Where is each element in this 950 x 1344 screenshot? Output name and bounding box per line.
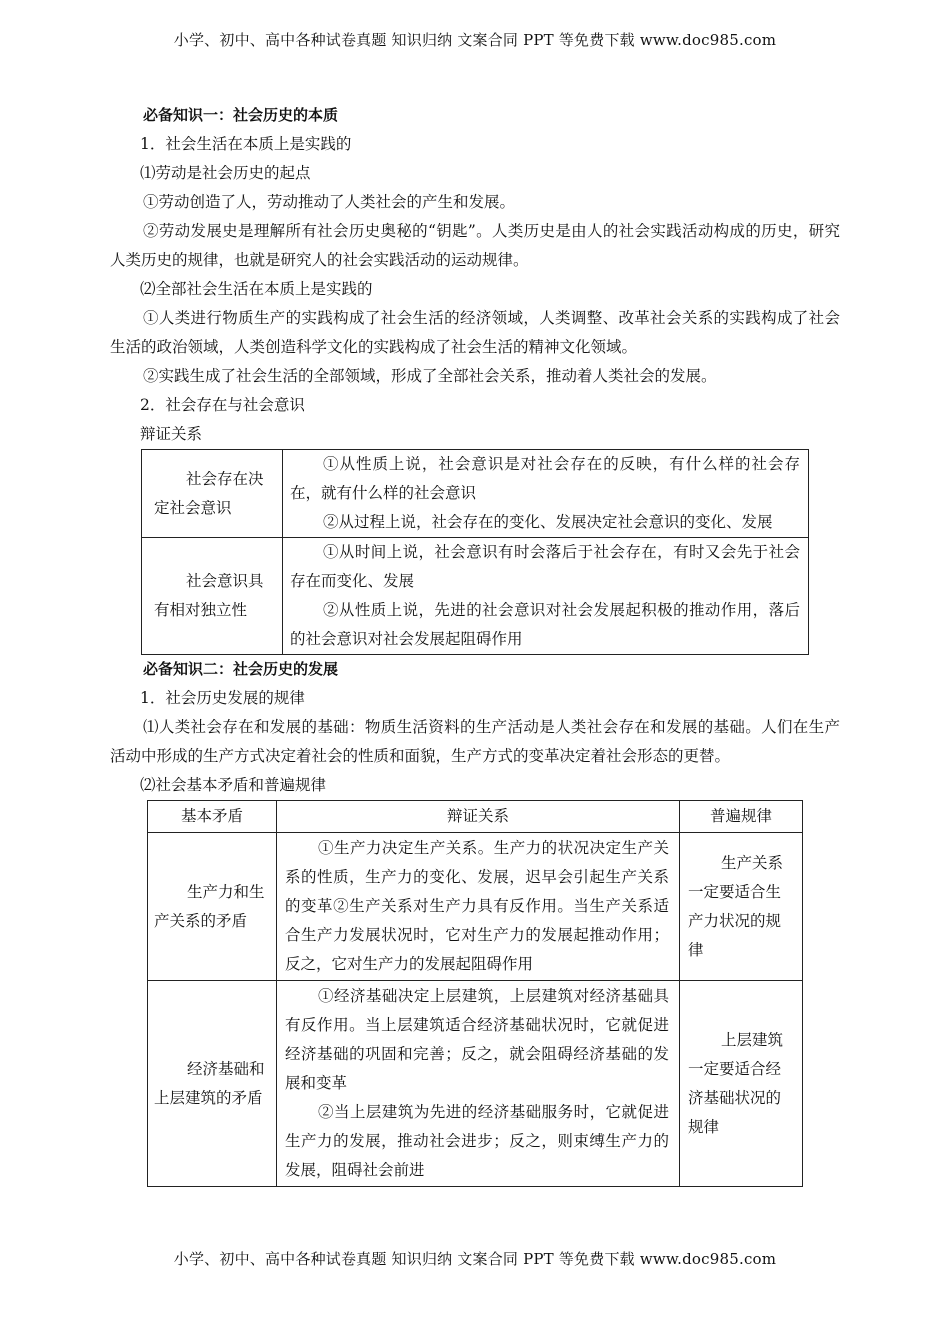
paragraph: ①人类进行物质生产的实践构成了社会生活的经济领域，人类调整、改革社会关系的实践构成了社会生活的政治领域，人类创造科学文化的实践构成了社会生活的精神文化领域。 [110,309,840,356]
subheading: 2．社会存在与社会意识 [140,396,305,414]
subheading: 辩证关系 [140,425,203,443]
table-value-cell: ①从时间上说，社会意识有时会落后于社会存在，有时又会先于社会存在而变化、发展 ②从性质上说，先进的社会意识对社会发展起积极的推动作用，落后的社会意识对社会发展起阻碍作用 [283,538,809,655]
paragraph: ⑴人类社会存在和发展的基础：物质生活资料的生产活动是人类社会存在和发展的基础。人们在生产活动中形成的生产方式决定着社会的性质和面貌，生产方式的变革决定着社会形态的更替。 [110,718,840,765]
subheading: 1．社会历史发展的规律 [140,689,305,707]
table-header-row [148,801,803,833]
document-body [110,101,840,1187]
table-key-cell: 社会存在决定社会意识 [142,450,283,538]
table-value-cell: ①生产力决定生产关系。生产力的状况决定生产关系的性质，生产力的变化、发展，迟早会引起生产关系的变革②生产关系对生产力具有反作用。当生产关系适合生产力发展状况时，它对生产力的发展起推动作用；反之，它对生产力的发展起阻碍作用 [277,833,680,981]
section-title-2: 必备知识二：社会历史的发展 [143,660,339,678]
basic-contradiction-table [147,800,803,1187]
subheading: ⑵社会基本矛盾和普遍规律 [140,776,327,794]
page-header: 小学、初中、高中各种试卷真题 知识归纳 文案合同 PPT 等免费下载 www.doc985.com [173,31,777,49]
table-law-cell: 上层建筑一定要适合经济基础状况的规律 [680,981,803,1187]
table-row [148,833,803,981]
page-footer: 小学、初中、高中各种试卷真题 知识归纳 文案合同 PPT 等免费下载 www.doc985.com [173,1250,777,1268]
paragraph: ②实践生成了社会生活的全部领域，形成了全部社会关系，推动着人类社会的发展。 [143,367,717,385]
table-value-cell: ①经济基础决定上层建筑，上层建筑对经济基础具有反作用。当上层建筑适合经济基础状况时，它就促进经济基础的巩固和完善；反之，就会阻碍经济基础的发展和变革 ②当上层建筑为先进的经济基础服务时，它就促进生产力的发展，推动社会进步；反之，则束缚生产力的发展，阻碍社会前进 [277,981,680,1187]
section-title-1: 必备知识一：社会历史的本质 [143,106,339,124]
dialectical-relation-table [141,449,809,655]
paragraph: ②劳动发展史是理解所有社会历史奥秘的“钥匙”。人类历史是由人的社会实践活动构成的历史，研究人类历史的规律，也就是研究人的社会实践活动的运动规律。 [110,222,840,269]
table-row [142,450,809,538]
table-key-cell: 社会意识具有相对独立性 [142,538,283,655]
table-key-cell: 经济基础和上层建筑的矛盾 [148,981,277,1187]
subheading: ⑴劳动是社会历史的起点 [140,164,311,182]
table-key-cell: 生产力和生产关系的矛盾 [148,833,277,981]
table-law-cell: 生产关系一定要适合生产力状况的规律 [680,833,803,981]
table-value-cell: ①从性质上说，社会意识是对社会存在的反映，有什么样的社会存在，就有什么样的社会意识 ②从过程上说，社会存在的变化、发展决定社会意识的变化、发展 [283,450,809,538]
column-header: 辩证关系 [277,801,680,833]
subheading: 1．社会生活在本质上是实践的 [140,135,352,153]
column-header: 基本矛盾 [148,801,277,833]
subheading: ⑵全部社会生活在本质上是实践的 [140,280,373,298]
paragraph: ①劳动创造了人，劳动推动了人类社会的产生和发展。 [143,193,516,211]
column-header: 普遍规律 [680,801,803,833]
table-row [148,981,803,1187]
table-row [142,538,809,655]
